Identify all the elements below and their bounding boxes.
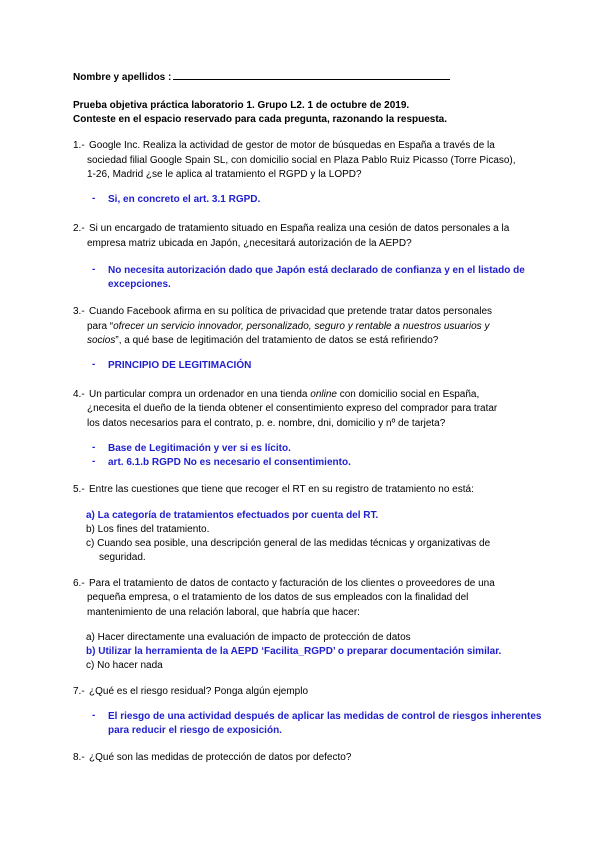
question-8-line1: ¿Qué son las medidas de protección de datos por defecto? <box>89 752 352 763</box>
question-6-option-b: b) Utilizar la herramienta de la AEPD ‘Facilita_RGPD’ o preparar documentación similar. <box>86 646 502 657</box>
question-4-number: 4.- <box>73 389 85 400</box>
question-3-line3 <box>87 333 438 348</box>
question-5-line1: Entre las cuestiones que tiene que recoger el RT en su registro de tratamiento no está: <box>89 484 474 495</box>
name-label: Nombre y apellidos : <box>73 72 172 83</box>
question-6-option-a: a) Hacer directamente una evaluación de impacto de protección de datos <box>86 632 411 643</box>
question-1-line2: sociedad filial Google Spain SL, con domicilio social en Plaza Pablo Ruiz Picasso (Torre Picaso), <box>87 155 516 166</box>
question-3-line2 <box>87 319 489 334</box>
question-5-option-c-line1: c) Cuando sea posible, una descripción general de las medidas técnicas y organizativas de <box>86 538 491 549</box>
question-2-line1: Si un encargado de tratamiento situado en España realiza una cesión de datos personales a la <box>89 223 510 234</box>
question-4-line2: ¿necesita el dueño de la tienda obtener el consentimiento expreso del comprador para tratar <box>87 403 498 414</box>
answer-3-bullet: - <box>92 359 96 370</box>
question-4-line3: los datos necesarios para el contrato, p. e. nombre, dni, domicilio y nº de tarjeta? <box>87 418 446 429</box>
answer-4a: Base de Legitimación y ver si es lícito. <box>108 443 291 454</box>
question-5-option-a: a) La categoría de tratamientos efectuados por cuenta del RT. <box>86 510 379 521</box>
answer-7-bullet: - <box>92 710 96 721</box>
question-5-number: 5.- <box>73 484 85 495</box>
answer-2-line2: excepciones. <box>108 279 171 290</box>
answer-7-line1: El riesgo de una actividad después de aplicar las medidas de control de riesgos inherentes <box>108 711 542 722</box>
question-4-line1-post: con domicilio social en España, <box>339 389 480 400</box>
answer-1: Si, en concreto el art. 3.1 RGPD. <box>108 194 261 205</box>
question-5-option-b: b) Los fines del tratamiento. <box>86 524 210 535</box>
exam-title: Prueba objetiva práctica laboratorio 1. Grupo L2. 1 de octubre de 2019. <box>73 100 410 111</box>
question-3-line2-pre: para “ <box>87 321 114 332</box>
question-4-line1 <box>89 387 479 402</box>
name-underline <box>173 70 450 80</box>
question-6-line2: pequeña empresa, o el tratamiento de los datos de sus empleados con la finalidad del <box>87 592 469 603</box>
question-6-option-c: c) No hacer nada <box>86 660 163 671</box>
answer-4b-bullet: - <box>92 456 96 467</box>
question-3-quote: ofrecer un servicio innovador, personalizado, seguro y rentable a nuestros usuarios y <box>113 321 490 332</box>
answer-4b: art. 6.1.b RGPD No es necesario el consentimiento. <box>108 457 351 468</box>
question-6-number: 6.- <box>73 578 85 589</box>
answer-4a-bullet: - <box>92 442 96 453</box>
name-label-line <box>73 70 450 85</box>
answer-3: PRINCIPIO DE LEGITIMACIÓN <box>108 360 252 371</box>
answer-7-line2: para reducir el riesgo de exposición. <box>108 725 282 736</box>
question-2-number: 2.- <box>73 223 85 234</box>
question-3-line3-post: ”, a qué base de legitimación del tratamiento de datos se está refiriendo? <box>115 335 439 346</box>
question-4-online: online <box>310 389 337 400</box>
question-1-number: 1.- <box>73 140 85 151</box>
question-5-option-c-line2: seguridad. <box>99 552 146 563</box>
question-7-line1: ¿Qué es el riesgo residual? Ponga algún ejemplo <box>89 686 309 697</box>
question-3-quote-end: socios <box>87 335 116 346</box>
answer-1-bullet: - <box>92 193 96 204</box>
answer-2-line1: No necesita autorización dado que Japón está declarado de confianza y en el listado de <box>108 265 525 276</box>
question-4-line1-pre: Un particular compra un ordenador en una tienda <box>89 389 308 400</box>
question-2-line2: empresa matriz ubicada en Japón, ¿necesitará autorización de la AEPD? <box>87 238 412 249</box>
question-6-line3: mantenimiento de una relación laboral, que habría que hacer: <box>87 607 360 618</box>
question-1-line3: 1-26, Madrid ¿se le aplica al tratamiento el RGPD y la LOPD? <box>87 169 362 180</box>
exam-instructions: Conteste en el espacio reservado para cada pregunta, razonando la respuesta. <box>73 114 448 125</box>
question-1-line1: Google Inc. Realiza la actividad de gestor de motor de búsquedas en España a través de la <box>89 140 495 151</box>
question-7-number: 7.- <box>73 686 85 697</box>
question-3-number: 3.- <box>73 306 85 317</box>
question-3-line1: Cuando Facebook afirma en su política de privacidad que pretende tratar datos personales <box>89 306 493 317</box>
question-6-line1: Para el tratamiento de datos de contacto y facturación de los clientes o proveedores de una <box>89 578 495 589</box>
question-8-number: 8.- <box>73 752 85 763</box>
answer-2-bullet: - <box>92 264 96 275</box>
